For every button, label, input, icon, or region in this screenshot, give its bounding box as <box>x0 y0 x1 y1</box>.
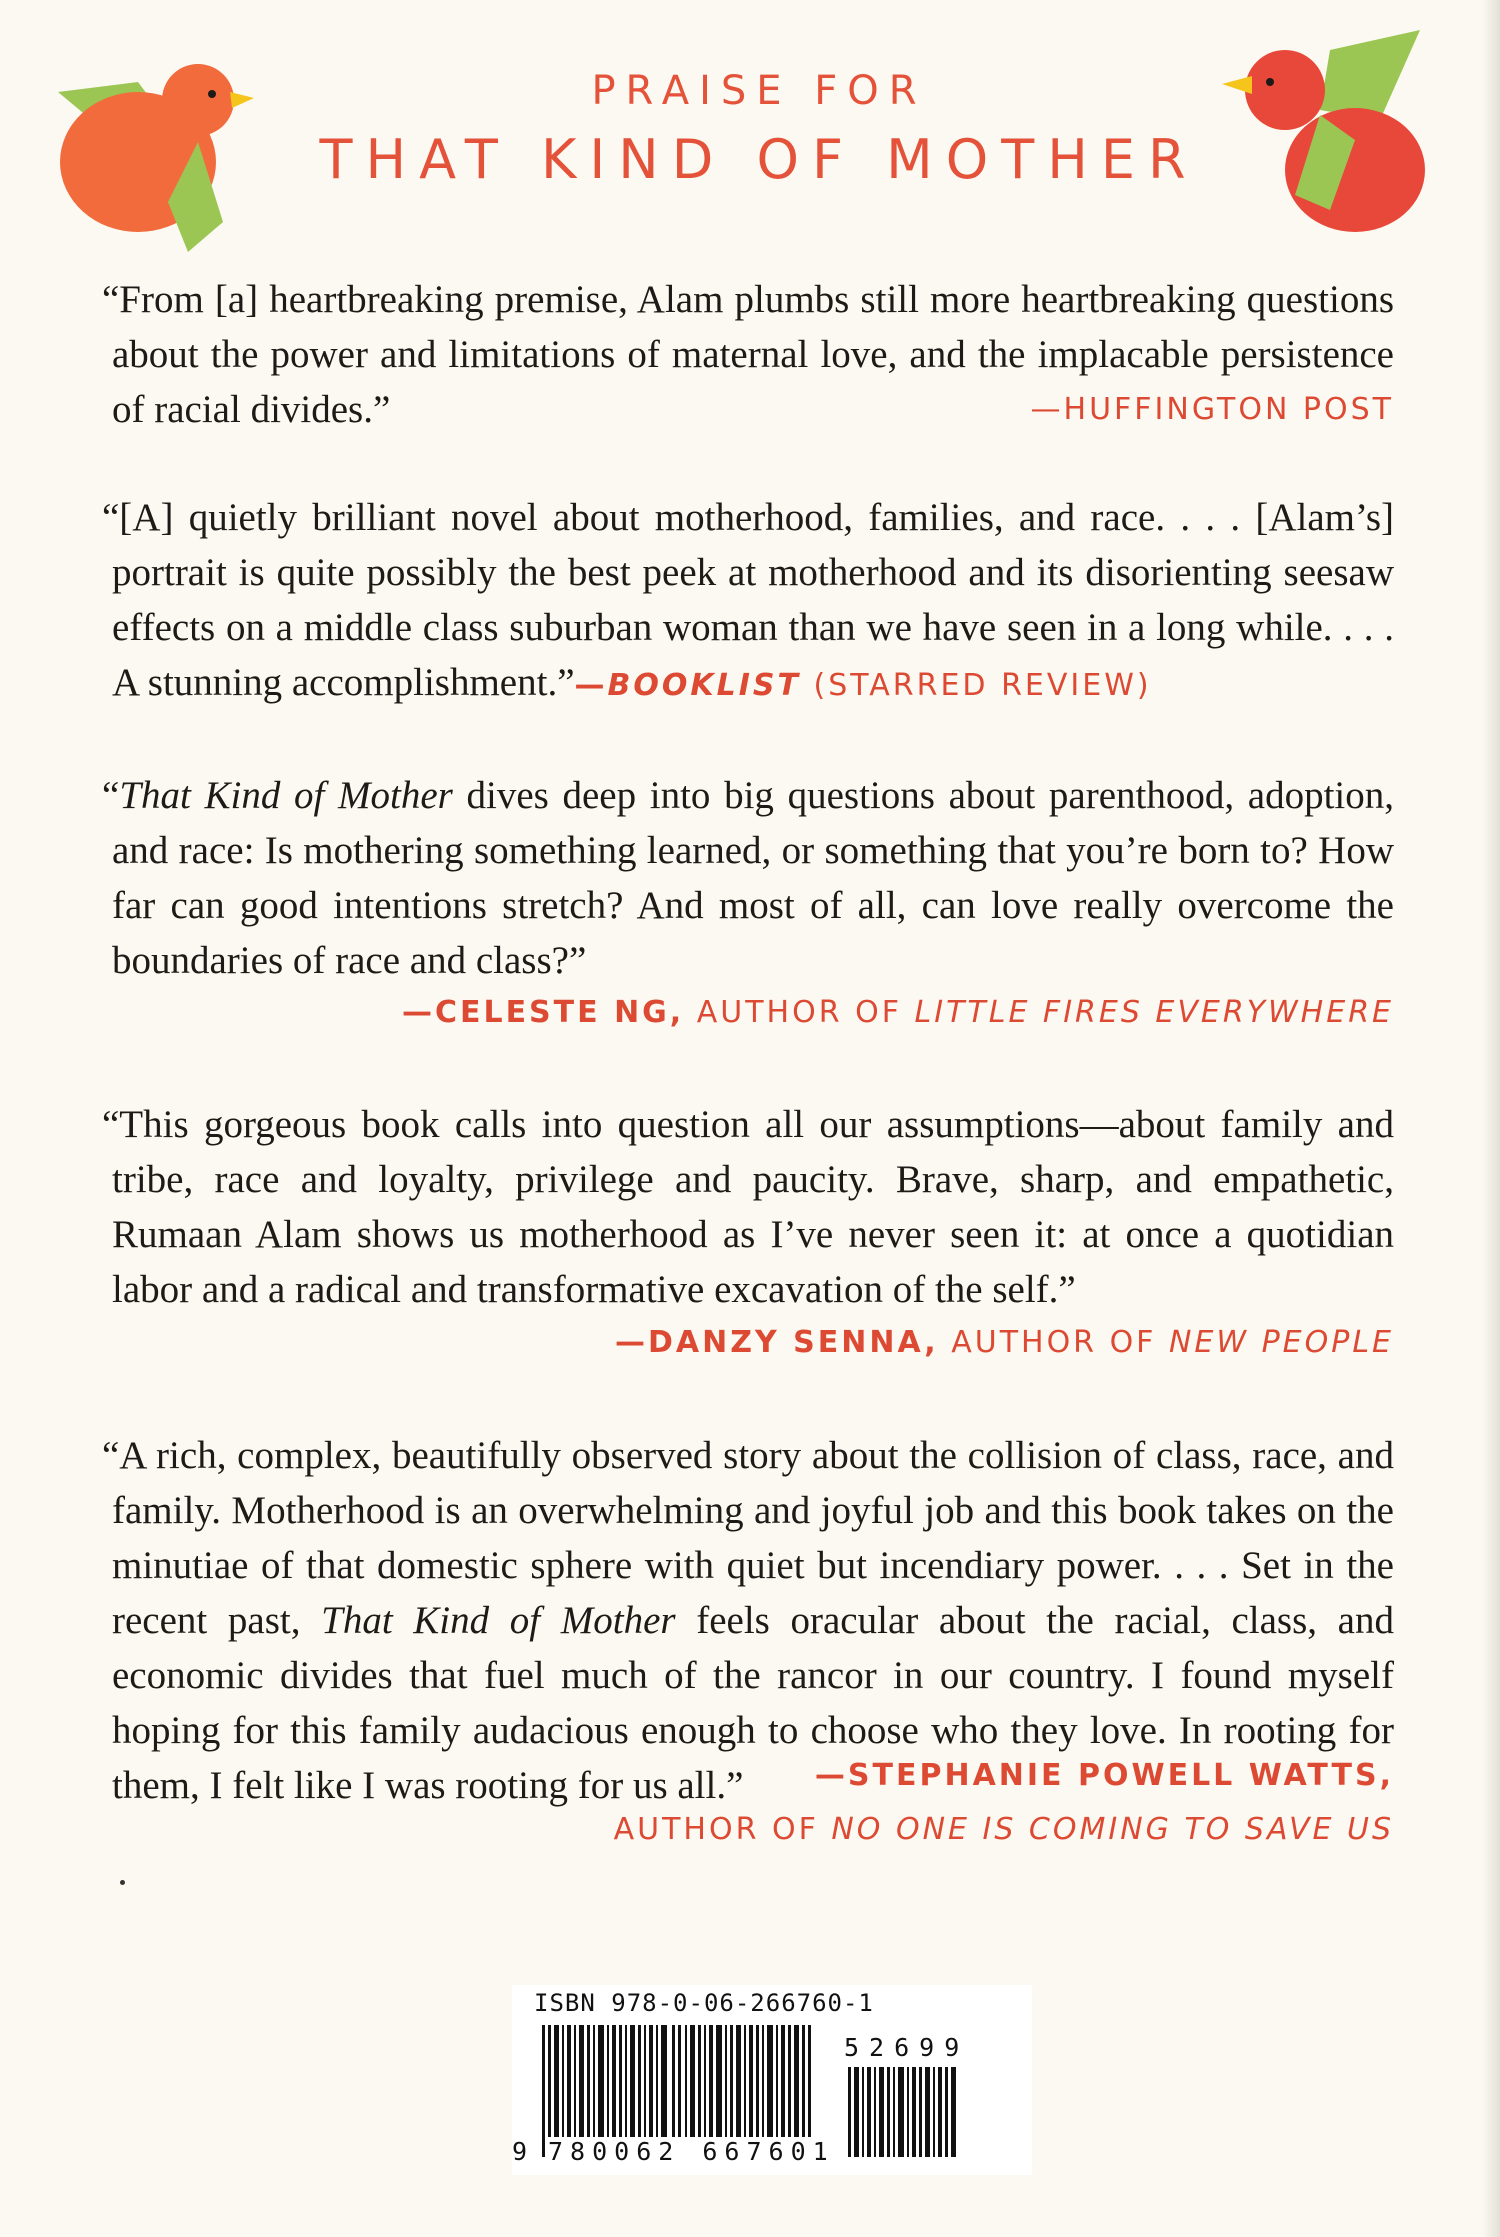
quote-text: “[A] quietly brilliant novel about motherhood, families, and race. . . . [Alam’s] portrait is quite possibly the best peek at motherhood and its disorienting seesaw effects on a middle class suburban woman than we have seen in a long while. . . . A stunning accomplishment.” <box>102 496 1394 704</box>
book-title-italic: That Kind of Mother <box>119 774 453 817</box>
quote-text: “A rich, complex, beautifully observed story about the collision of class, race, and family. Motherhood is an overwhelming and joyful job and this book takes on the minutiae of that domestic sphere with quiet but incendiary power. . . . Set in the recent past, That Kind of Mother feels oracular about the racial, class, and economic divides that fuel much of the rancor in our country. I found myself hoping for this family audacious enough to choose who they love. In rooting for them, I felt like I was rooting for us all.” <box>102 1434 1394 1807</box>
price-code: 52699 <box>844 2033 970 2062</box>
attribution: —HUFFINGTON POST <box>1030 392 1394 427</box>
attribution-stephanie-powell-watts-name: —STEPHANIE POWELL WATTS, <box>801 1758 1394 1793</box>
blurb-booklist <box>102 490 1394 713</box>
blurb-celeste-ng <box>102 768 1394 988</box>
barcode-lead-digit: 9 <box>512 2137 530 2166</box>
praise-header <box>0 68 1500 191</box>
attribution-stephanie-powell-watts-role: AUTHOR OF NO ONE IS COMING TO SAVE US <box>613 1812 1394 1847</box>
attribution-danzy-senna: —DANZY SENNA, AUTHOR OF NEW PEOPLE <box>615 1325 1394 1360</box>
blurb-danzy-senna <box>102 1097 1394 1317</box>
quote-text: “This gorgeous book calls into question all our assumptions—about family and tribe, race and loyalty, privilege and paucity. Brave, sharp, and empathetic, Rumaan Alam shows us motherhood as I’ve never seen it: at once a quotidian labor and a radical and transformative excavation of the self.” <box>102 1103 1394 1311</box>
barcode-digits: 780062 667601 <box>548 2137 835 2166</box>
praise-kicker: PRAISE FOR <box>591 68 927 114</box>
attribution: —BOOKLIST (STARRED REVIEW) <box>574 668 1152 703</box>
quote-text: “That Kind of Mother dives deep into big questions about parenthood, adoption, and race: Is mothering something learned, or something that you’re born to? How far can good intentions stretch? And most of all, can love really overcome the boundaries of race and class?” <box>102 774 1394 982</box>
isbn-number: ISBN 978-0-06-266760-1 <box>534 1989 874 2017</box>
quote-text: “From [a] heartbreaking premise, Alam plumbs still more heartbreaking questions about the power and limitations of maternal love, and the implacable persistence of racial divides.” <box>102 278 1394 431</box>
blurb-huffington-post <box>102 272 1394 437</box>
stray-dot <box>120 1880 125 1885</box>
isbn-barcode <box>512 1985 1032 2175</box>
blurb-stephanie-powell-watts <box>102 1428 1394 1813</box>
page-edge-shadow <box>1482 0 1500 2237</box>
book-title-italic: That Kind of Mother <box>321 1599 676 1642</box>
book-title-heading: THAT KIND OF MOTHER <box>319 128 1199 191</box>
attribution-celeste-ng: —CELESTE NG, AUTHOR OF LITTLE FIRES EVERYWHERE <box>401 995 1394 1030</box>
